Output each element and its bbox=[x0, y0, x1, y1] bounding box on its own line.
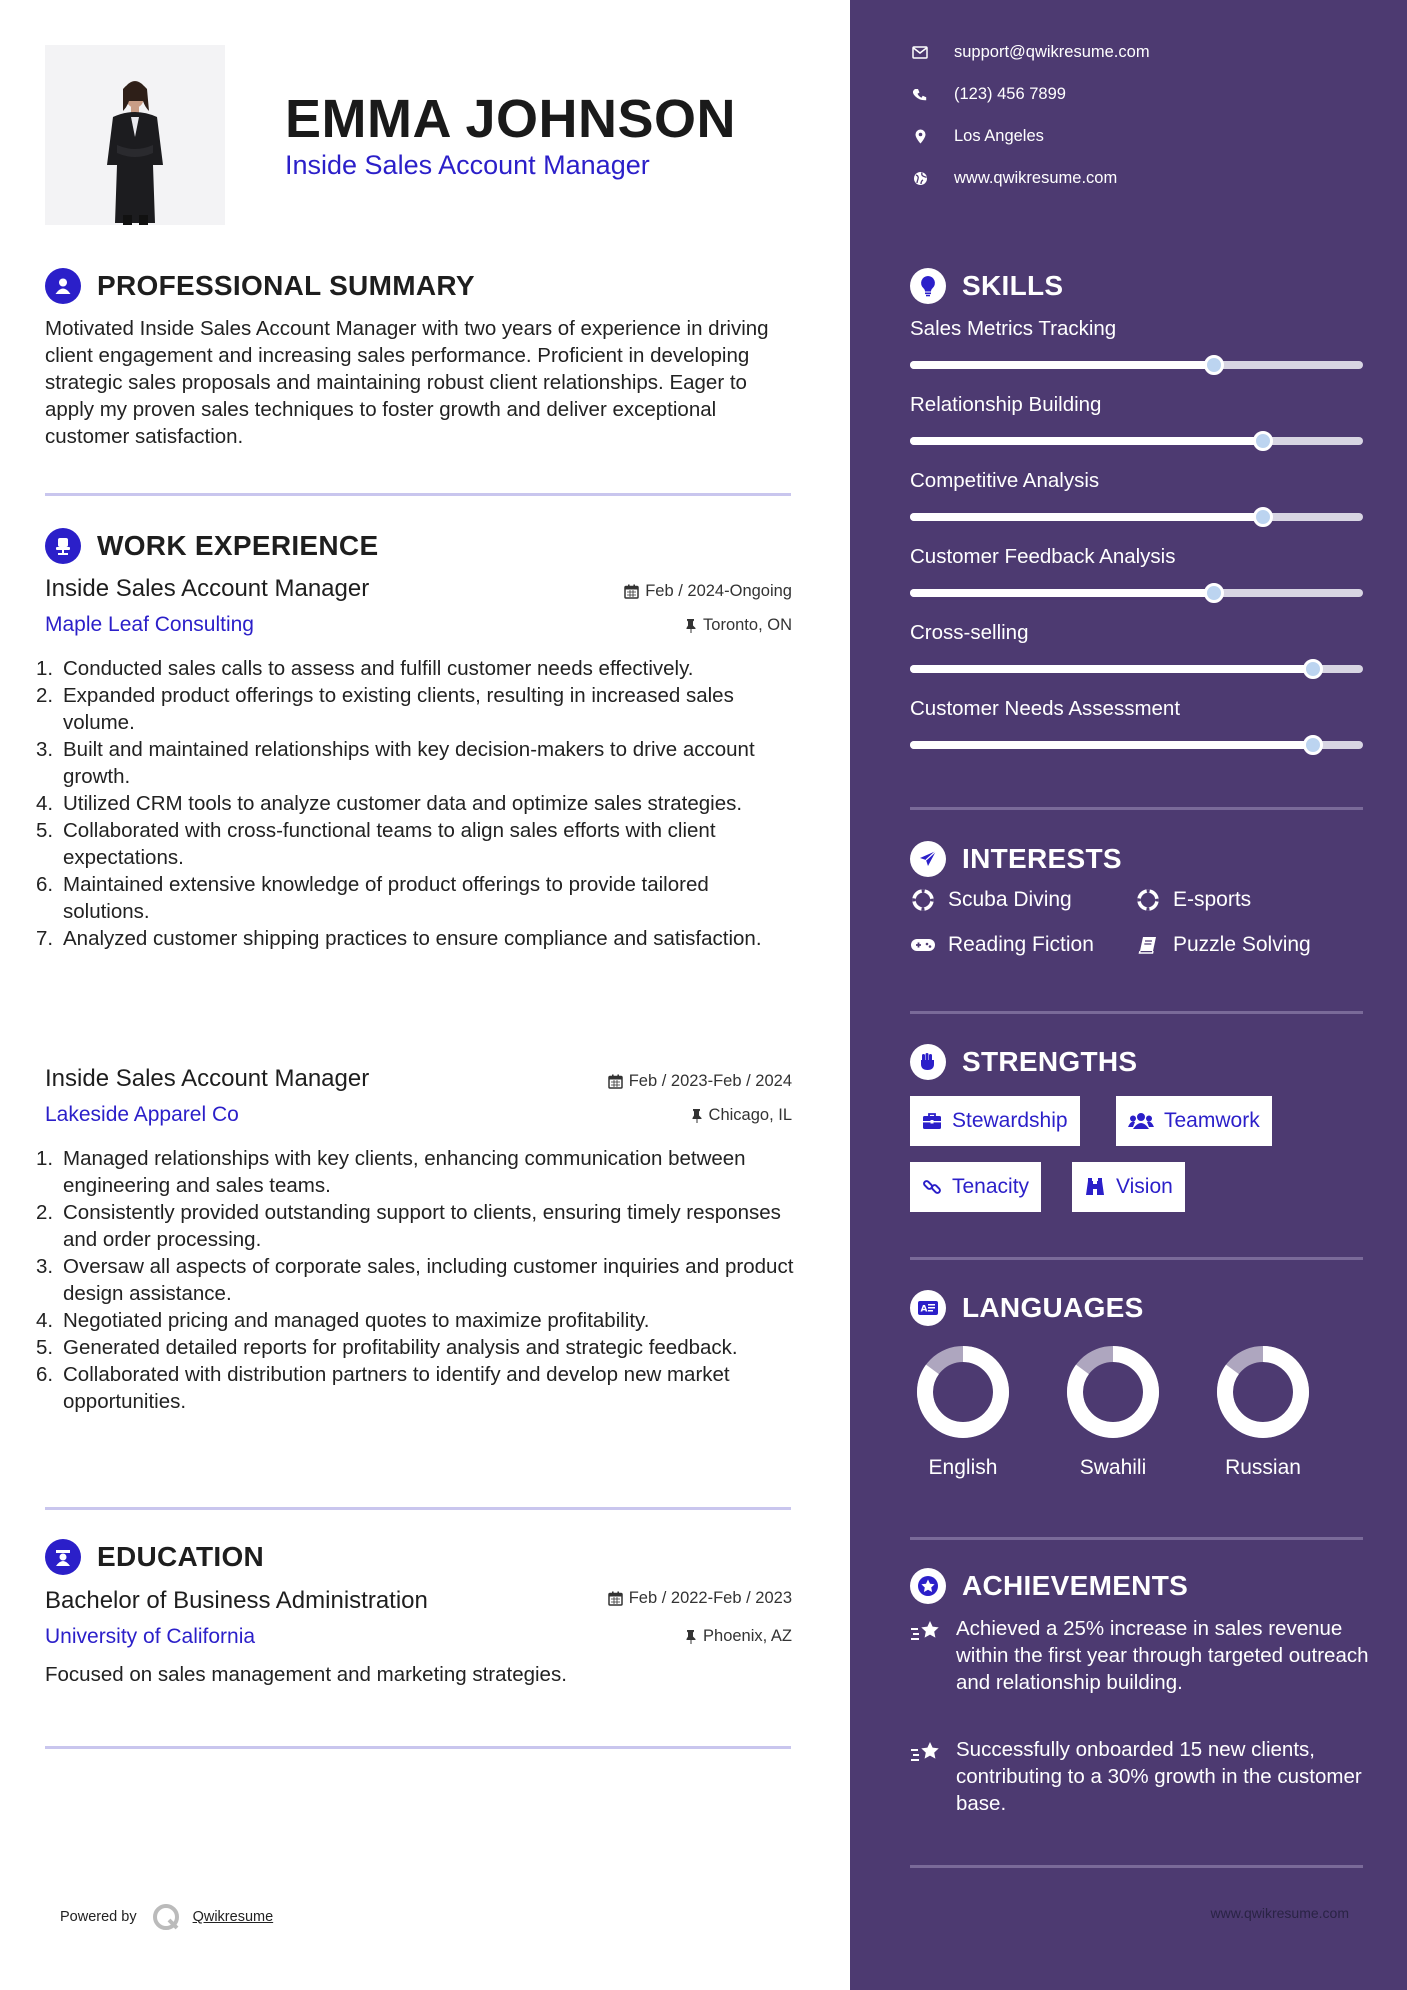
bullet-text: Generated detailed reports for profitability analysis and strategic feedback. bbox=[63, 1336, 738, 1359]
job-title: Inside Sales Account Manager bbox=[45, 575, 370, 602]
bullet-text: Managed relationships with key clients, enhancing communication between engineering and sales teams. bbox=[63, 1147, 746, 1197]
map-marker-icon bbox=[915, 129, 926, 144]
language-icon bbox=[910, 1290, 946, 1326]
phone-icon bbox=[913, 88, 927, 102]
skill-bar-knob bbox=[1303, 735, 1323, 755]
bullet-text: Maintained extensive knowledge of product offerings to provide tailored solutions. bbox=[63, 873, 709, 923]
bullet-number: 1. bbox=[36, 657, 54, 680]
strengths-title: STRENGTHS bbox=[962, 1046, 1138, 1077]
language-ring bbox=[1058, 1337, 1168, 1447]
skill-bar-knob bbox=[1303, 659, 1323, 679]
bullet-item bbox=[36, 790, 796, 817]
languages-header bbox=[910, 1290, 1144, 1326]
bullet-item bbox=[36, 1199, 796, 1253]
bullet-number: 2. bbox=[36, 684, 54, 707]
skill-label: Relationship Building bbox=[910, 393, 1102, 416]
sidebar bbox=[850, 0, 1407, 1990]
skill-label: Cross-selling bbox=[910, 621, 1029, 644]
bullet-text: Analyzed customer shipping practices to ensure compliance and satisfaction. bbox=[63, 927, 762, 950]
job-date: Feb / 2023-Feb / 2024 bbox=[608, 1072, 792, 1091]
skill-bar-knob bbox=[1204, 355, 1224, 375]
skill-bar bbox=[910, 741, 1363, 749]
skill-label: Customer Needs Assessment bbox=[910, 697, 1181, 720]
skill-bar bbox=[910, 513, 1363, 521]
strength-tag: Stewardship bbox=[910, 1096, 1080, 1146]
section-divider bbox=[910, 807, 1363, 810]
achievements-title: ACHIEVEMENTS bbox=[962, 1570, 1189, 1601]
job-company: Maple Leaf Consulting bbox=[45, 613, 254, 636]
bullet-number: 3. bbox=[36, 1255, 54, 1278]
bullet-number: 5. bbox=[36, 819, 54, 842]
achievements-header bbox=[910, 1568, 1188, 1604]
school-name: University of California bbox=[45, 1625, 256, 1648]
calendar-icon bbox=[624, 584, 639, 599]
profile-photo bbox=[45, 45, 225, 225]
bullet-number: 7. bbox=[36, 927, 54, 950]
bullet-item bbox=[36, 817, 796, 871]
bullet-text: Oversaw all aspects of corporate sales, including customer inquiries and product design assistance. bbox=[63, 1255, 794, 1305]
interest-item: E-sports bbox=[1135, 888, 1251, 912]
section-divider bbox=[910, 1257, 1363, 1260]
bullet-item bbox=[36, 655, 796, 682]
bullet-item bbox=[36, 1253, 796, 1307]
bullet-number: 4. bbox=[36, 1309, 54, 1332]
calendar-icon bbox=[608, 1074, 623, 1089]
skill-bar-knob bbox=[1204, 583, 1224, 603]
interest-item: Scuba Diving bbox=[910, 888, 1072, 912]
qwikresume-logo-icon bbox=[151, 1902, 181, 1932]
contact-phone[interactable]: (123) 456 7899 bbox=[910, 85, 1066, 104]
skill-bar-fill bbox=[910, 589, 1214, 597]
bullet-number: 6. bbox=[36, 1363, 54, 1386]
skill-bar bbox=[910, 589, 1363, 597]
interest-item: Reading Fiction bbox=[910, 933, 1094, 957]
graduate-icon bbox=[45, 1539, 81, 1575]
job-location: Toronto, ON bbox=[684, 616, 792, 635]
job-title: Inside Sales Account Manager bbox=[45, 1065, 370, 1092]
bullet-number: 5. bbox=[36, 1336, 54, 1359]
pin-icon bbox=[684, 1629, 697, 1644]
skill-bar-fill bbox=[910, 665, 1313, 673]
bullet-item bbox=[36, 871, 796, 925]
education-header bbox=[45, 1539, 264, 1575]
bullet-item bbox=[36, 1361, 796, 1415]
bullet-number: 6. bbox=[36, 873, 54, 896]
skill-bar-knob bbox=[1253, 431, 1273, 451]
job-bullets bbox=[36, 1145, 796, 1415]
skill-bar-knob bbox=[1253, 507, 1273, 527]
candidate-name: EMMA JOHNSON bbox=[285, 89, 737, 149]
summary-title: PROFESSIONAL SUMMARY bbox=[97, 270, 475, 301]
person-silhouette-icon bbox=[45, 45, 225, 225]
section-divider bbox=[910, 1011, 1363, 1014]
bullet-text: Negotiated pricing and managed quotes to maximize profitability. bbox=[63, 1309, 650, 1332]
section-divider bbox=[910, 1865, 1363, 1868]
skill-bar bbox=[910, 437, 1363, 445]
chair-icon bbox=[45, 528, 81, 564]
candidate-role: Inside Sales Account Manager bbox=[285, 150, 650, 180]
star-badge-icon bbox=[910, 1568, 946, 1604]
job-bullets bbox=[36, 655, 796, 952]
skill-bar-fill bbox=[910, 513, 1263, 521]
skill-bar-fill bbox=[910, 361, 1214, 369]
skill-label: Competitive Analysis bbox=[910, 469, 1100, 492]
shooting-star-icon bbox=[910, 1740, 942, 1766]
paper-plane-icon bbox=[910, 841, 946, 877]
language-ring bbox=[1208, 1337, 1318, 1447]
skills-header bbox=[910, 268, 1063, 304]
lightbulb-icon bbox=[910, 268, 946, 304]
job-location: Chicago, IL bbox=[690, 1106, 792, 1125]
degree-title: Bachelor of Business Administration bbox=[45, 1587, 428, 1614]
section-divider bbox=[45, 1746, 791, 1749]
experience-header bbox=[45, 528, 378, 564]
contact-email[interactable]: support@qwikresume.com bbox=[910, 43, 1150, 62]
bullet-item bbox=[36, 925, 796, 952]
skill-label: Customer Feedback Analysis bbox=[910, 545, 1176, 568]
strength-tag: Teamwork bbox=[1116, 1096, 1272, 1146]
user-icon bbox=[45, 268, 81, 304]
bullet-number: 4. bbox=[36, 792, 54, 815]
footer-website[interactable]: www.qwikresume.com bbox=[1210, 1905, 1349, 1921]
pin-icon bbox=[684, 618, 697, 633]
bullet-item bbox=[36, 736, 796, 790]
language-label: English bbox=[928, 1456, 998, 1479]
svg-text:A: A bbox=[920, 1304, 928, 1315]
education-location: Phoenix, AZ bbox=[684, 1627, 792, 1646]
briefcase-icon bbox=[922, 1112, 942, 1130]
bullet-item bbox=[36, 1145, 796, 1199]
bullet-number: 1. bbox=[36, 1147, 54, 1170]
bullet-number: 2. bbox=[36, 1201, 54, 1224]
section-divider bbox=[910, 1537, 1363, 1540]
summary-text: Motivated Inside Sales Account Manager with two years of experience in driving client engagement and increasing sales performance. Proficient in developing strategic sales proposals and maintaining robust client relationships. Eager to apply my proven sales techniques to foster growth and deliver exceptional customer satisfaction. bbox=[45, 317, 769, 448]
globe-icon bbox=[913, 171, 928, 186]
shooting-star-icon bbox=[910, 1619, 942, 1645]
contact-location: Los Angeles bbox=[910, 127, 1044, 146]
bullet-text: Utilized CRM tools to analyze customer data and optimize sales strategies. bbox=[63, 792, 743, 815]
skill-label: Sales Metrics Tracking bbox=[910, 317, 1117, 340]
language-label: Swahili bbox=[1079, 1456, 1147, 1479]
interest-item: Puzzle Solving bbox=[1135, 933, 1311, 957]
bullet-text: Collaborated with cross-functional teams to align sales efforts with client expectations. bbox=[63, 819, 716, 869]
education-text: Focused on sales management and marketing strategies. bbox=[45, 1663, 567, 1686]
skills-title: SKILLS bbox=[962, 270, 1064, 301]
bullet-text: Consistently provided outstanding support to clients, ensuring timely responses and order processing. bbox=[63, 1201, 781, 1251]
language-ring bbox=[908, 1337, 1018, 1447]
languages-title: LANGUAGES bbox=[962, 1292, 1144, 1323]
life-ring-icon bbox=[912, 889, 934, 911]
strengths-header bbox=[910, 1044, 1137, 1080]
pin-icon bbox=[690, 1108, 703, 1123]
fist-icon bbox=[910, 1044, 946, 1080]
achievement-item: Achieved a 25% increase in sales revenue within the first year through targeted outreach and relationship building. bbox=[910, 1615, 1370, 1696]
bullet-item bbox=[36, 1334, 796, 1361]
brand-link[interactable]: Qwikresume bbox=[192, 1909, 274, 1925]
powered-by: Powered by Qwikresume bbox=[60, 1902, 273, 1932]
experience-title: WORK EXPERIENCE bbox=[97, 530, 379, 561]
education-date: Feb / 2022-Feb / 2023 bbox=[608, 1589, 792, 1608]
bullet-text: Expanded product offerings to existing clients, resulting in increased sales volume. bbox=[63, 684, 734, 734]
bullet-text: Built and maintained relationships with key decision-makers to drive account growth. bbox=[63, 738, 755, 788]
interests-title: INTERESTS bbox=[962, 843, 1122, 874]
achievement-item: Successfully onboarded 15 new clients, contributing to a 30% growth in the customer base. bbox=[910, 1736, 1370, 1817]
book-icon bbox=[1138, 935, 1158, 955]
skill-bar bbox=[910, 665, 1363, 673]
life-ring-icon bbox=[1137, 889, 1159, 911]
users-icon bbox=[1128, 1112, 1154, 1130]
bullet-item bbox=[36, 682, 796, 736]
bullet-text: Conducted sales calls to assess and fulfill customer needs effectively. bbox=[63, 657, 694, 680]
strength-tag: Vision bbox=[1072, 1162, 1185, 1212]
bullet-number: 3. bbox=[36, 738, 54, 761]
summary-header bbox=[45, 268, 475, 304]
binoculars-icon bbox=[1084, 1177, 1106, 1197]
section-divider bbox=[45, 1507, 791, 1510]
calendar-icon bbox=[608, 1591, 623, 1606]
section-divider bbox=[45, 493, 791, 496]
language-label: Russian bbox=[1225, 1456, 1301, 1479]
skill-bar-fill bbox=[910, 437, 1263, 445]
bullet-item bbox=[36, 1307, 796, 1334]
envelope-icon bbox=[912, 46, 928, 59]
link-icon bbox=[922, 1177, 942, 1197]
education-title: EDUCATION bbox=[97, 1541, 265, 1572]
gamepad-icon bbox=[910, 937, 936, 953]
skill-bar-fill bbox=[910, 741, 1313, 749]
bullet-text: Collaborated with distribution partners to identify and develop new market opportunities. bbox=[63, 1363, 730, 1413]
job-date: Feb / 2024-Ongoing bbox=[624, 582, 792, 601]
strength-tag: Tenacity bbox=[910, 1162, 1041, 1212]
skill-bar bbox=[910, 361, 1363, 369]
interests-header bbox=[910, 841, 1122, 877]
job-company: Lakeside Apparel Co bbox=[45, 1103, 239, 1126]
contact-website[interactable]: www.qwikresume.com bbox=[910, 169, 1117, 188]
